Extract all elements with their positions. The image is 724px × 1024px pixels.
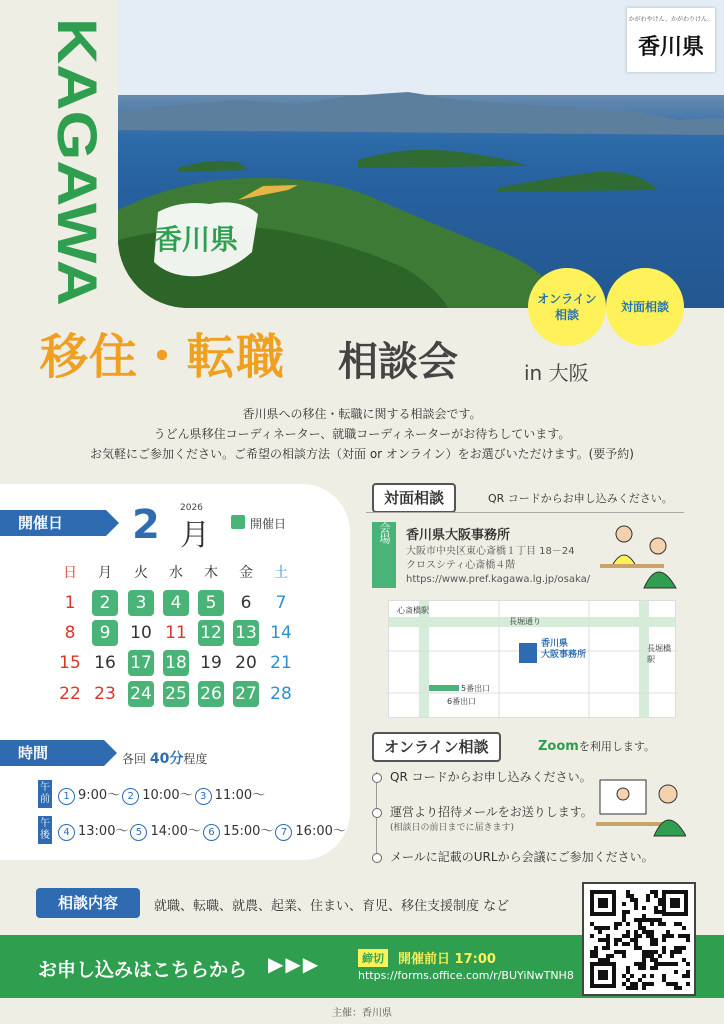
slot-time: 9:00〜 [78, 788, 121, 803]
time-note-prefix: 各回 [122, 752, 147, 766]
slot-number: 5 [130, 824, 147, 841]
consultation-illustration [600, 518, 680, 590]
calendar-day: 5 [198, 590, 224, 616]
content-text: 就職、転職、就農、起業、住まい、育児、移住支援制度 など [154, 899, 510, 914]
slot-number: 7 [275, 824, 292, 841]
step-dot [372, 808, 382, 818]
content-label: 相談内容 [36, 888, 140, 918]
qr-code[interactable] [582, 882, 696, 996]
slot-number: 3 [195, 788, 212, 805]
calendar-day: 27 [233, 681, 259, 707]
time-label: 時間 [0, 740, 104, 766]
calendar-day: 6 [240, 593, 252, 613]
main-title: 移住・転職 [40, 329, 286, 385]
logo-text: 香川県 [637, 35, 704, 60]
calendar-day: 4 [163, 590, 189, 616]
zoom-note [538, 738, 655, 754]
online-step-2-text: 運営より招待メールをお送りします。 [390, 805, 593, 819]
legend-swatch [231, 515, 245, 529]
calendar-day: 10 [130, 623, 152, 643]
month-kanji: 月 [180, 518, 210, 553]
calendar-day: 7 [275, 593, 287, 613]
calendar-day: 18 [163, 650, 189, 676]
calendar-day: 25 [163, 681, 189, 707]
legend-label: 開催日 [250, 517, 287, 531]
in-person-bubble: 対面相談 [606, 268, 684, 346]
calendar-day: 14 [270, 623, 292, 643]
intro-text [0, 404, 724, 464]
time-slot [130, 824, 200, 839]
apply-text[interactable]: お申し込みはこちらから [38, 959, 248, 981]
map-road: 長堀通り [509, 617, 541, 626]
online-step-3-text: メールに記載のURLから会議にご参加ください。 [390, 850, 654, 864]
calendar-day: 26 [198, 681, 224, 707]
online-step-2 [372, 803, 593, 820]
intro-line-2: うどん県移住コーディネーター、就職コーディネーターがお待ちしています。 [153, 427, 571, 441]
step-dot [372, 853, 382, 863]
apply-url[interactable]: https://forms.office.com/r/BUYiNwTNH8 [358, 969, 574, 982]
intro-line-3: お気軽にご参加ください。ご希望の相談方法（対面 or オンライン）をお選びいただけます。(要予約) [90, 447, 634, 461]
online-tag: オンライン相談 [372, 732, 501, 762]
pref-label: 香川県 [154, 223, 239, 256]
calendar-day: 2 [92, 590, 118, 616]
weekday-header: 水 [169, 565, 183, 581]
venue-label [372, 522, 396, 588]
calendar-day: 21 [270, 653, 292, 673]
logo-tagline: かがわやけん、かがわりけん。 [628, 16, 714, 23]
vertical-title-text: KAGAWA [46, 18, 108, 270]
slot-time: 11:00〜 [214, 788, 266, 803]
online-step-1 [372, 768, 592, 785]
calendar-day: 13 [233, 620, 259, 646]
map-exit-6: 6番出口 [447, 697, 477, 706]
address-line-1: 大阪市中央区東心斎橋１丁目 18－24 [406, 546, 575, 557]
slot-number: 2 [122, 788, 139, 805]
calendar-day: 15 [59, 653, 81, 673]
slot-number: 4 [58, 824, 75, 841]
time-slot [195, 788, 265, 803]
time-slot [203, 824, 273, 839]
in-person-note: QR コードからお申し込みください。 [488, 492, 673, 505]
time-note-suffix: 程度 [183, 752, 208, 766]
pm-slots [58, 820, 348, 841]
online-bubble: オンライン 相談 [528, 268, 606, 346]
slot-number: 6 [203, 824, 220, 841]
time-slot [122, 788, 192, 803]
weekday-header: 金 [239, 565, 253, 581]
calendar-day: 17 [128, 650, 154, 676]
calendar-day: 23 [94, 684, 116, 704]
calendar-day: 22 [59, 684, 81, 704]
calendar-day: 12 [198, 620, 224, 646]
location-label: in 大阪 [524, 361, 589, 385]
prefecture-logo [627, 8, 715, 72]
month-number: 2 [132, 502, 160, 548]
calendar-day: 1 [64, 593, 76, 613]
vertical-title [38, 18, 108, 308]
slot-time: 14:00〜 [150, 824, 201, 839]
slot-time: 13:00〜 [78, 824, 129, 839]
arrow-icons: ▶▶▶ [268, 952, 321, 976]
in-person-tag: 対面相談 [372, 483, 456, 513]
calendar-day: 8 [64, 623, 76, 643]
sub-title: 相談会 [338, 339, 458, 385]
zoom-suffix: を利用します。 [578, 740, 655, 753]
map-exit-5: 5番出口 [461, 684, 491, 693]
time-note [122, 748, 207, 768]
time-slot [58, 824, 128, 839]
zoom-label: Zoom [538, 739, 579, 754]
time-slot [275, 824, 345, 839]
venue-url[interactable]: https://www.pref.kagawa.lg.jp/osaka/ [406, 574, 591, 585]
map-station-2: 長堀橋駅 [647, 644, 671, 664]
slot-time: 10:00〜 [142, 788, 193, 803]
map-station-1: 心斎橋駅 [397, 606, 429, 615]
intro-line-1: 香川県への移住・転職に関する相談会です。 [242, 407, 482, 421]
step-dot [372, 773, 382, 783]
deadline: 開催前日 17:00 [398, 952, 496, 967]
calendar-day: 3 [128, 590, 154, 616]
deadline-tag: 締切 [358, 949, 388, 967]
am-label: 午前 [38, 780, 52, 808]
calendar-day: 19 [200, 653, 222, 673]
year-label: 2026 [180, 503, 203, 513]
weekday-header: 土 [274, 565, 288, 581]
date-label: 開催日 [0, 510, 106, 536]
online-step-2-note: (相談日の前日までに届きます) [390, 823, 515, 833]
online-step-1-text: QR コードからお申し込みください。 [390, 770, 592, 784]
slot-time: 16:00〜 [295, 824, 346, 839]
sponsor: 主催：香川県 [332, 1008, 392, 1019]
slot-number: 1 [58, 788, 75, 805]
pm-label: 午後 [38, 816, 52, 844]
calendar-day: 20 [235, 653, 257, 673]
map-office: 香川県 大阪事務所 [541, 639, 587, 660]
time-note-value: 40分 [149, 751, 184, 767]
am-slots [58, 784, 267, 805]
weekday-header: 月 [98, 565, 112, 581]
calendar-day: 9 [92, 620, 118, 646]
venue-name: 香川県大阪事務所 [406, 528, 511, 543]
qr-pattern [584, 884, 694, 994]
venue-label-text: 会場 [378, 522, 391, 544]
calendar-day: 28 [270, 684, 292, 704]
slot-time: 15:00〜 [222, 824, 274, 839]
weekday-header: 火 [134, 565, 148, 581]
online-illustration [596, 774, 686, 838]
weekday-header: 木 [204, 565, 218, 581]
weekday-header: 日 [63, 565, 77, 581]
venue-map [388, 600, 676, 718]
calendar-day: 24 [128, 681, 154, 707]
calendar-day: 16 [94, 653, 116, 673]
address-line-2: クロスシティ心斎橋４階 [406, 560, 516, 571]
time-slot [58, 788, 120, 803]
online-step-3 [372, 848, 654, 865]
calendar-day: 11 [165, 623, 187, 643]
venue-address [406, 545, 590, 587]
